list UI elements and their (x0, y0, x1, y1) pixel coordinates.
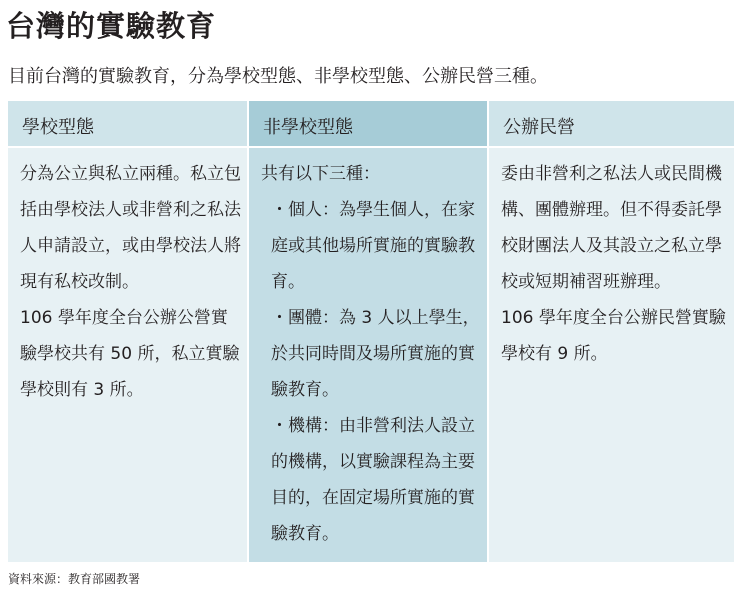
column-body-school-type (8, 148, 247, 562)
school-type-count: 106 學年度全台公辦公營實驗學校共有 50 所，私立實驗學校則有 3 所。 (20, 308, 240, 400)
non-school-institution: ・機構：由非營利法人設立的機構，以實驗課程為主要目的，在固定場所實施的實驗教育。 (271, 416, 475, 544)
column-school-type (8, 101, 247, 562)
column-body-public-private (489, 148, 734, 562)
public-private-description: 委由非營利之私法人或民間機構、團體辦理。但不得委託學校財團法人及其設立之私立學校或短期補習班辦理。 (501, 164, 722, 292)
comparison-table (8, 101, 734, 562)
non-school-individual: ・個人：為學生個人，在家庭或其他場所實施的實驗教育。 (271, 200, 475, 292)
column-body-non-school-type (249, 148, 487, 562)
column-non-school-type (249, 101, 487, 562)
school-type-description: 分為公立與私立兩種。私立包括由學校法人或非營利之私法人申請設立，或由學校法人將現有私校改制。 (20, 164, 241, 292)
non-school-group: ・團體：為 3 人以上學生，於共同時間及場所實施的實驗教育。 (271, 308, 480, 400)
page-subtitle: 目前台灣的實驗教育，分為學校型態、非學校型態、公辦民營三種。 (8, 66, 548, 87)
page-title: 台灣的實驗教育 (6, 9, 217, 43)
non-school-intro: 共有以下三種： (261, 164, 380, 184)
source-note: 資料來源：教育部國教署 (8, 572, 141, 586)
column-header-non-school-type: 非學校型態 (249, 101, 487, 146)
column-header-public-private: 公辦民營 (489, 101, 734, 146)
public-private-count: 106 學年度全台公辦民營實驗學校有 9 所。 (501, 308, 726, 364)
column-public-private (489, 101, 734, 562)
column-header-school-type: 學校型態 (8, 101, 247, 146)
